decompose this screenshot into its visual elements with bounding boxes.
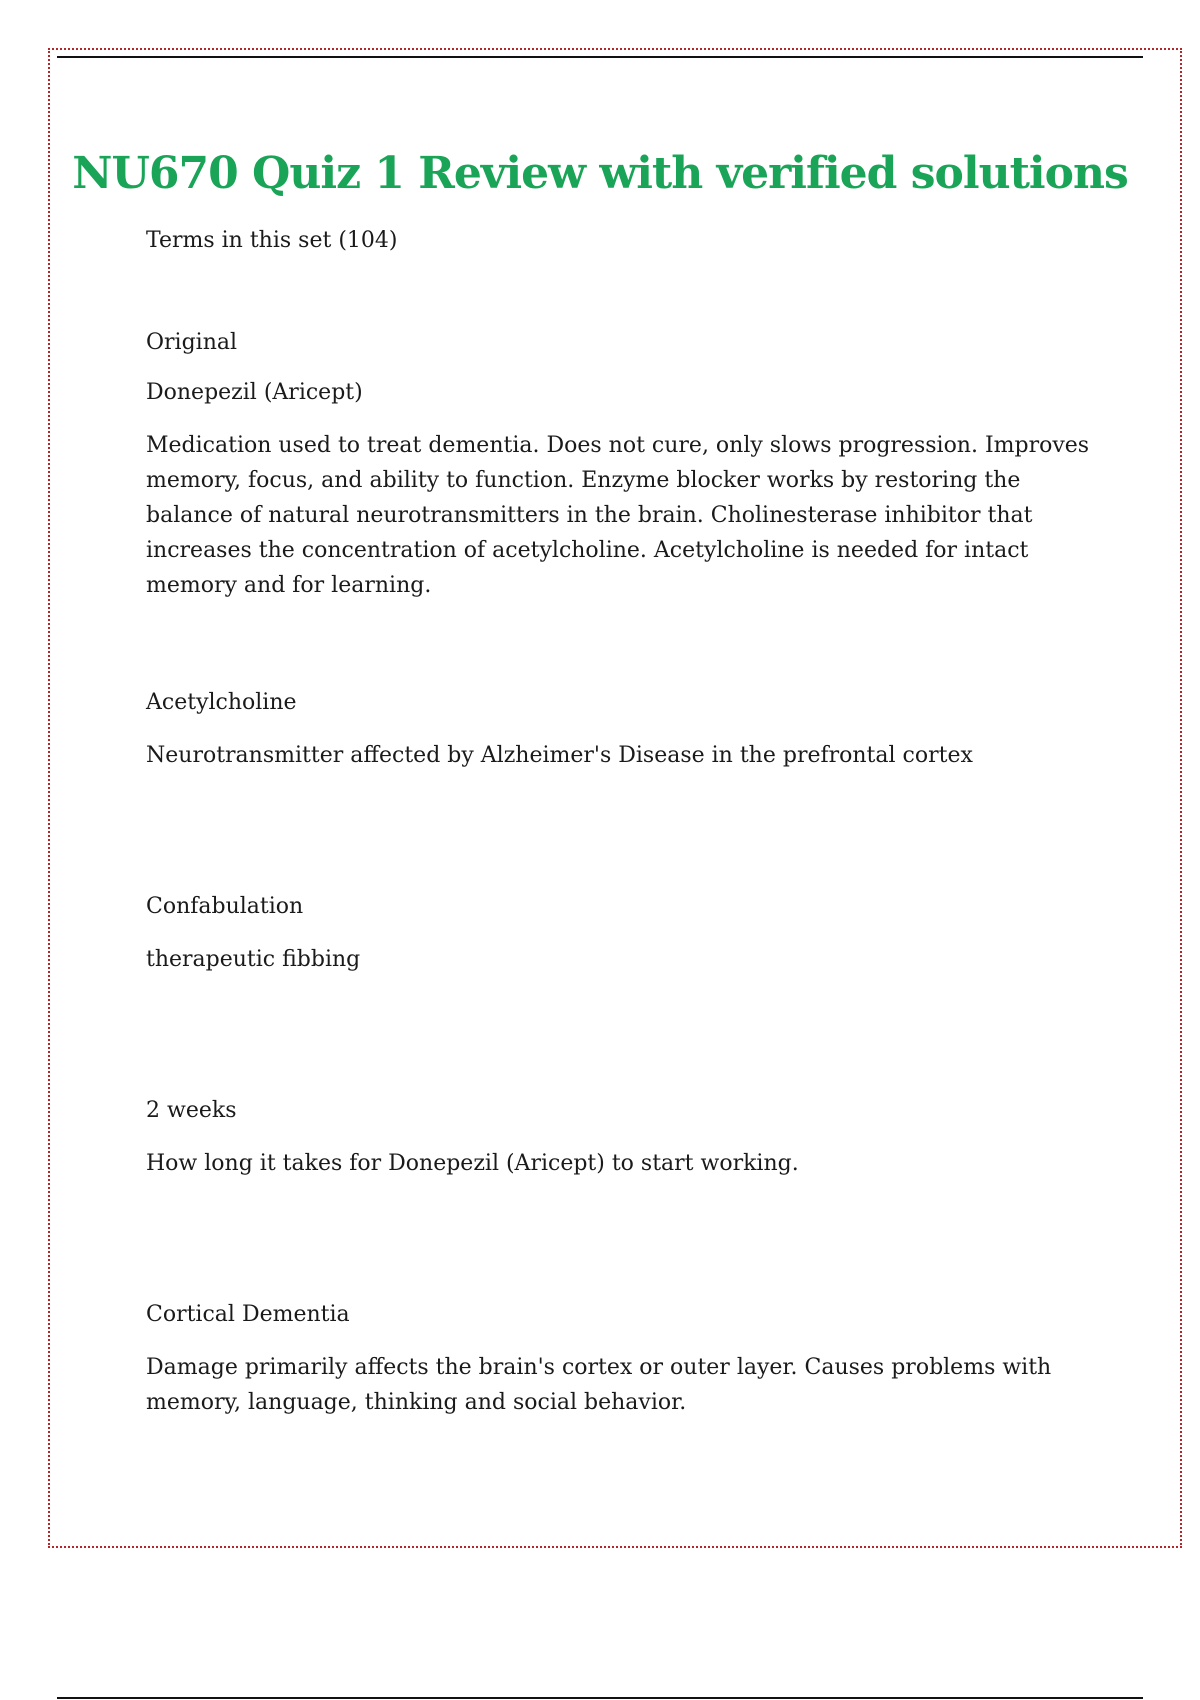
term-label: Original — [146, 330, 238, 355]
term-card — [146, 328, 1106, 603]
term-label: Cortical Dementia — [146, 1302, 350, 1327]
term-label: 2 weeks — [146, 1098, 237, 1123]
bottom-rule — [57, 1697, 1143, 1699]
term-definition: Medication used to treat dementia. Does not cure, only slows progression. Improves memory, focus, and ability to function. Enzyme blocker works by restoring the balance of natural neurotransmitters in the brain. Cholinesterase inhibitor that increases the concentration of acetylcholine. Acetylcholine is needed for intact memory and for learning. — [146, 433, 1090, 598]
term-label: Acetylcholine — [146, 690, 297, 715]
term-definition: Damage primarily affects the brain's cortex or outer layer. Causes problems with memory, language, thinking and social behavior. — [146, 1355, 1052, 1415]
term-definition: Neurotransmitter affected by Alzheimer's Disease in the prefrontal cortex — [146, 743, 973, 768]
term-definition: How long it takes for Donepezil (Aricept) to start working. — [146, 1151, 799, 1176]
terms-count: Terms in this set (104) — [146, 228, 398, 253]
term-card — [146, 688, 1106, 773]
term-definition: therapeutic fibbing — [146, 947, 361, 972]
term-card — [146, 1096, 1106, 1181]
term-card — [146, 1300, 1106, 1420]
term-card — [146, 892, 1106, 977]
term-label-secondary: Donepezil (Aricept) — [146, 380, 363, 405]
term-label: Confabulation — [146, 894, 304, 919]
page-title: NU670 Quiz 1 Review with verified solutions — [72, 148, 1128, 199]
